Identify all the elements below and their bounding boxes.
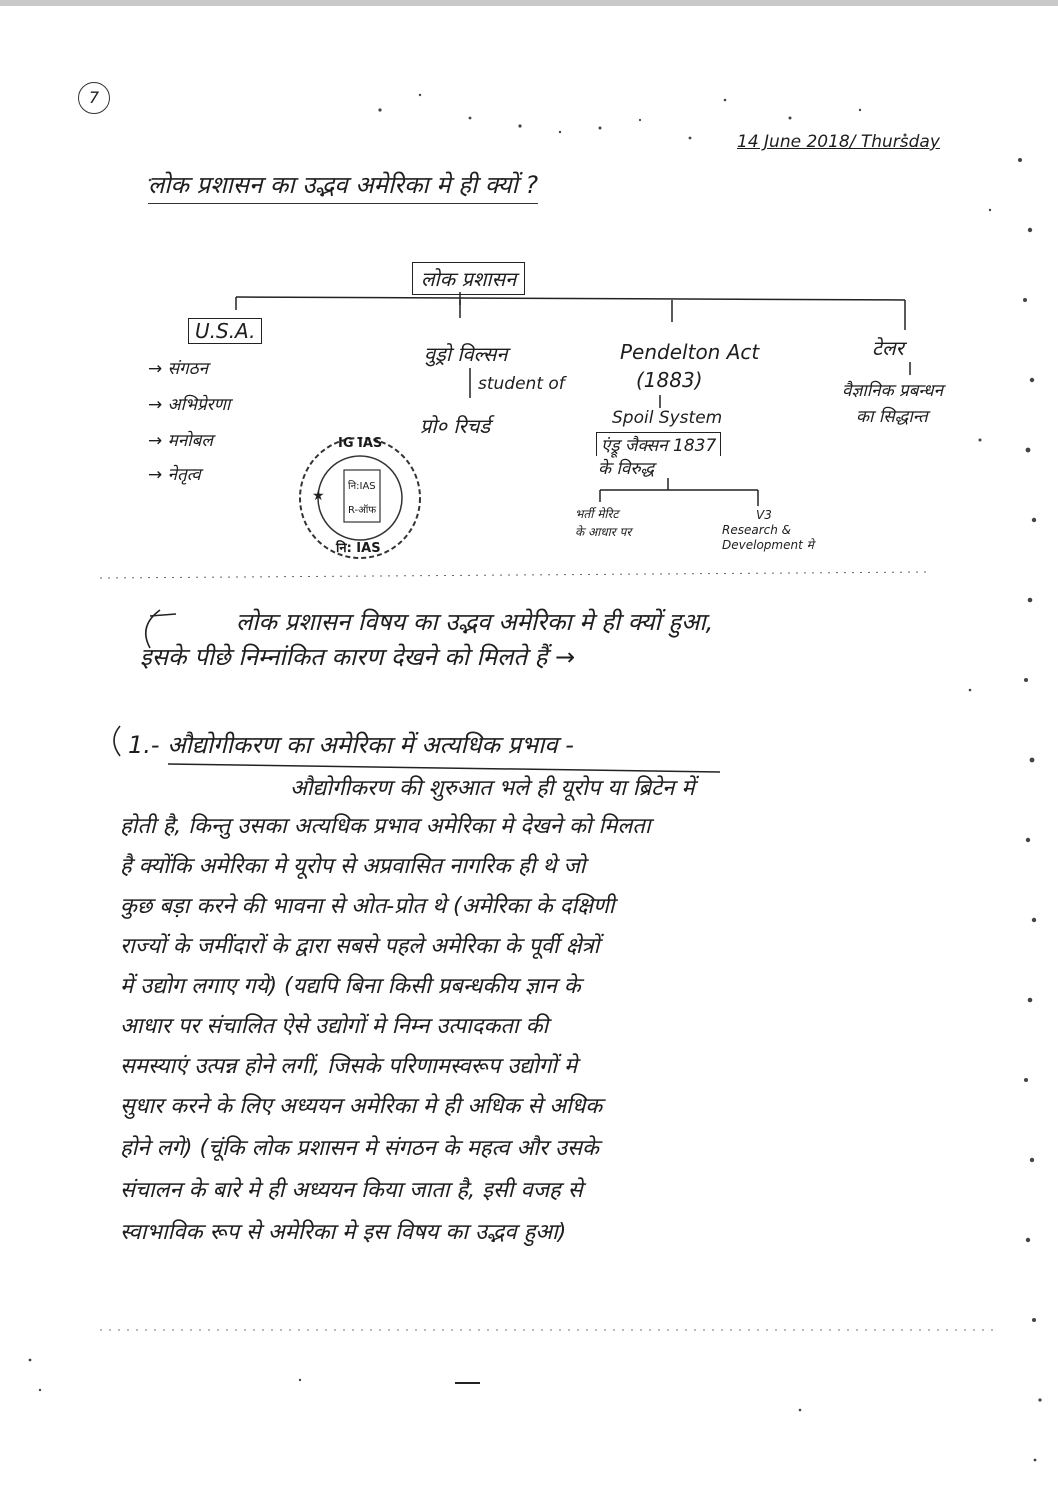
wilson-note-text: student of bbox=[478, 374, 565, 394]
point-heading bbox=[128, 728, 574, 761]
body-line-text: होने लगे) (चूंकि लोक प्रशासन मे संगठन के महत्व और उसके bbox=[120, 1136, 599, 1161]
question-text: लोक प्रशासन का उद्भव अमेरिका मे ही क्यों ? bbox=[148, 171, 539, 199]
point-heading-text: 1.- औद्योगीकरण का अमेरिका में अत्यधिक प्रभाव - bbox=[128, 731, 574, 759]
body-line bbox=[290, 772, 695, 802]
usa-item-text: → नेतृत्व bbox=[148, 465, 201, 485]
body-line bbox=[120, 1010, 548, 1040]
page-number-text: 7 bbox=[88, 88, 100, 107]
usa-item-text: → अभिप्रेरणा bbox=[148, 395, 231, 415]
left-branch-line: भर्ती मेरिट bbox=[575, 507, 619, 521]
body-line-text: राज्यों के जमींदारों के द्वारा सबसे पहले अमेरिका के पूर्वी क्षेत्रों bbox=[120, 934, 600, 959]
body-line-text: स्वाभाविक रूप से अमेरिका मे इस विषय का उद्भव हुआ) bbox=[120, 1220, 567, 1245]
usa-item-text: → मनोबल bbox=[148, 431, 213, 451]
body-line-text: सुधार करने के लिए अध्ययन अमेरिका मे ही अधिक से अधिक bbox=[120, 1094, 603, 1119]
spoil-system-text: Spoil System bbox=[612, 408, 723, 428]
date-text: 14 June 2018/ Thursday bbox=[737, 132, 940, 152]
body-line-text: में उद्योग लगाए गये) (यद्यपि बिना किसी प्रबन्धकीय ज्ञान के bbox=[120, 974, 581, 999]
taylor-principle-line: का सिद्धान्त bbox=[856, 407, 928, 427]
body-line bbox=[120, 1216, 566, 1246]
pendleton-name-text: Pendelton Act bbox=[620, 340, 760, 364]
right-branch-line: Development मे bbox=[722, 538, 814, 552]
intro-line bbox=[236, 605, 713, 638]
pendleton-year-text: (1883) bbox=[636, 368, 703, 392]
right-branch-line: Research & bbox=[722, 523, 792, 537]
intro-text: इसके पीछे निम्नांकित कारण देखने को मिलते हैं → bbox=[140, 643, 576, 671]
stamp-inner-top: नि:IAS bbox=[348, 481, 376, 492]
body-line bbox=[120, 890, 614, 920]
body-line bbox=[120, 1174, 583, 1204]
body-line bbox=[120, 1090, 602, 1120]
jackson-text: एंड्रू जैक्सन 1837 bbox=[601, 436, 717, 456]
svg-text:★: ★ bbox=[312, 488, 325, 504]
wilson-teacher-text: प्रो० रिचर्ड bbox=[420, 414, 491, 438]
body-line-text: कुछ बड़ा करने की भावना से ओत-प्रोत थे (अमेरिका के दक्षिणी bbox=[120, 894, 615, 919]
tree-root-text: लोक प्रशासन bbox=[421, 267, 517, 291]
usa-label: U.S.A. bbox=[195, 319, 256, 343]
body-line-text: होती है, किन्तु उसका अत्यधिक प्रभाव अमेरिका मे देखने को मिलता bbox=[120, 814, 651, 839]
stamp-inner-bottom: R-ऑफ bbox=[348, 505, 377, 516]
body-line-text: संचालन के बारे मे ही अध्ययन किया जाता है, इसी वजह से bbox=[120, 1178, 583, 1203]
body-line-text: समस्याएं उत्पन्न होने लगीं, जिसके परिणामस्वरूप उद्योगों मे bbox=[120, 1054, 578, 1079]
wilson-name-text: वुड्रो विल्सन bbox=[424, 342, 508, 366]
body-line bbox=[120, 810, 651, 840]
usa-item-text: → संगठन bbox=[148, 359, 209, 379]
taylor-principle-line: वैज्ञानिक प्रबन्धन bbox=[842, 381, 944, 401]
body-line bbox=[120, 970, 581, 1000]
body-line bbox=[120, 1132, 599, 1162]
stamp-top-text: IG IAS bbox=[338, 436, 383, 451]
body-line-text: आधार पर संचालित ऐसे उद्योगों मे निम्न उत्पादकता की bbox=[120, 1014, 549, 1039]
body-line-text: है क्योंकि अमेरिका मे यूरोप से अप्रवासित नागरिक ही थे जो bbox=[120, 854, 586, 879]
taylor-name-text: टेलर bbox=[872, 336, 904, 360]
body-line-text: औद्योगीकरण की शुरुआत भले ही यूरोप या ब्रिटेन में bbox=[290, 776, 695, 801]
body-line bbox=[120, 850, 585, 880]
right-branch-line: V3 bbox=[756, 508, 772, 522]
against-text: के विरुद्ध bbox=[598, 459, 655, 479]
stamp-bottom-text: नि: IAS bbox=[336, 541, 381, 556]
body-line bbox=[120, 930, 599, 960]
intro-text: लोक प्रशासन विषय का उद्भव अमेरिका मे ही क्यों हुआ, bbox=[236, 608, 714, 636]
intro-line bbox=[140, 640, 575, 673]
left-branch-line: के आधार पर bbox=[575, 525, 632, 539]
body-line bbox=[120, 1050, 577, 1080]
